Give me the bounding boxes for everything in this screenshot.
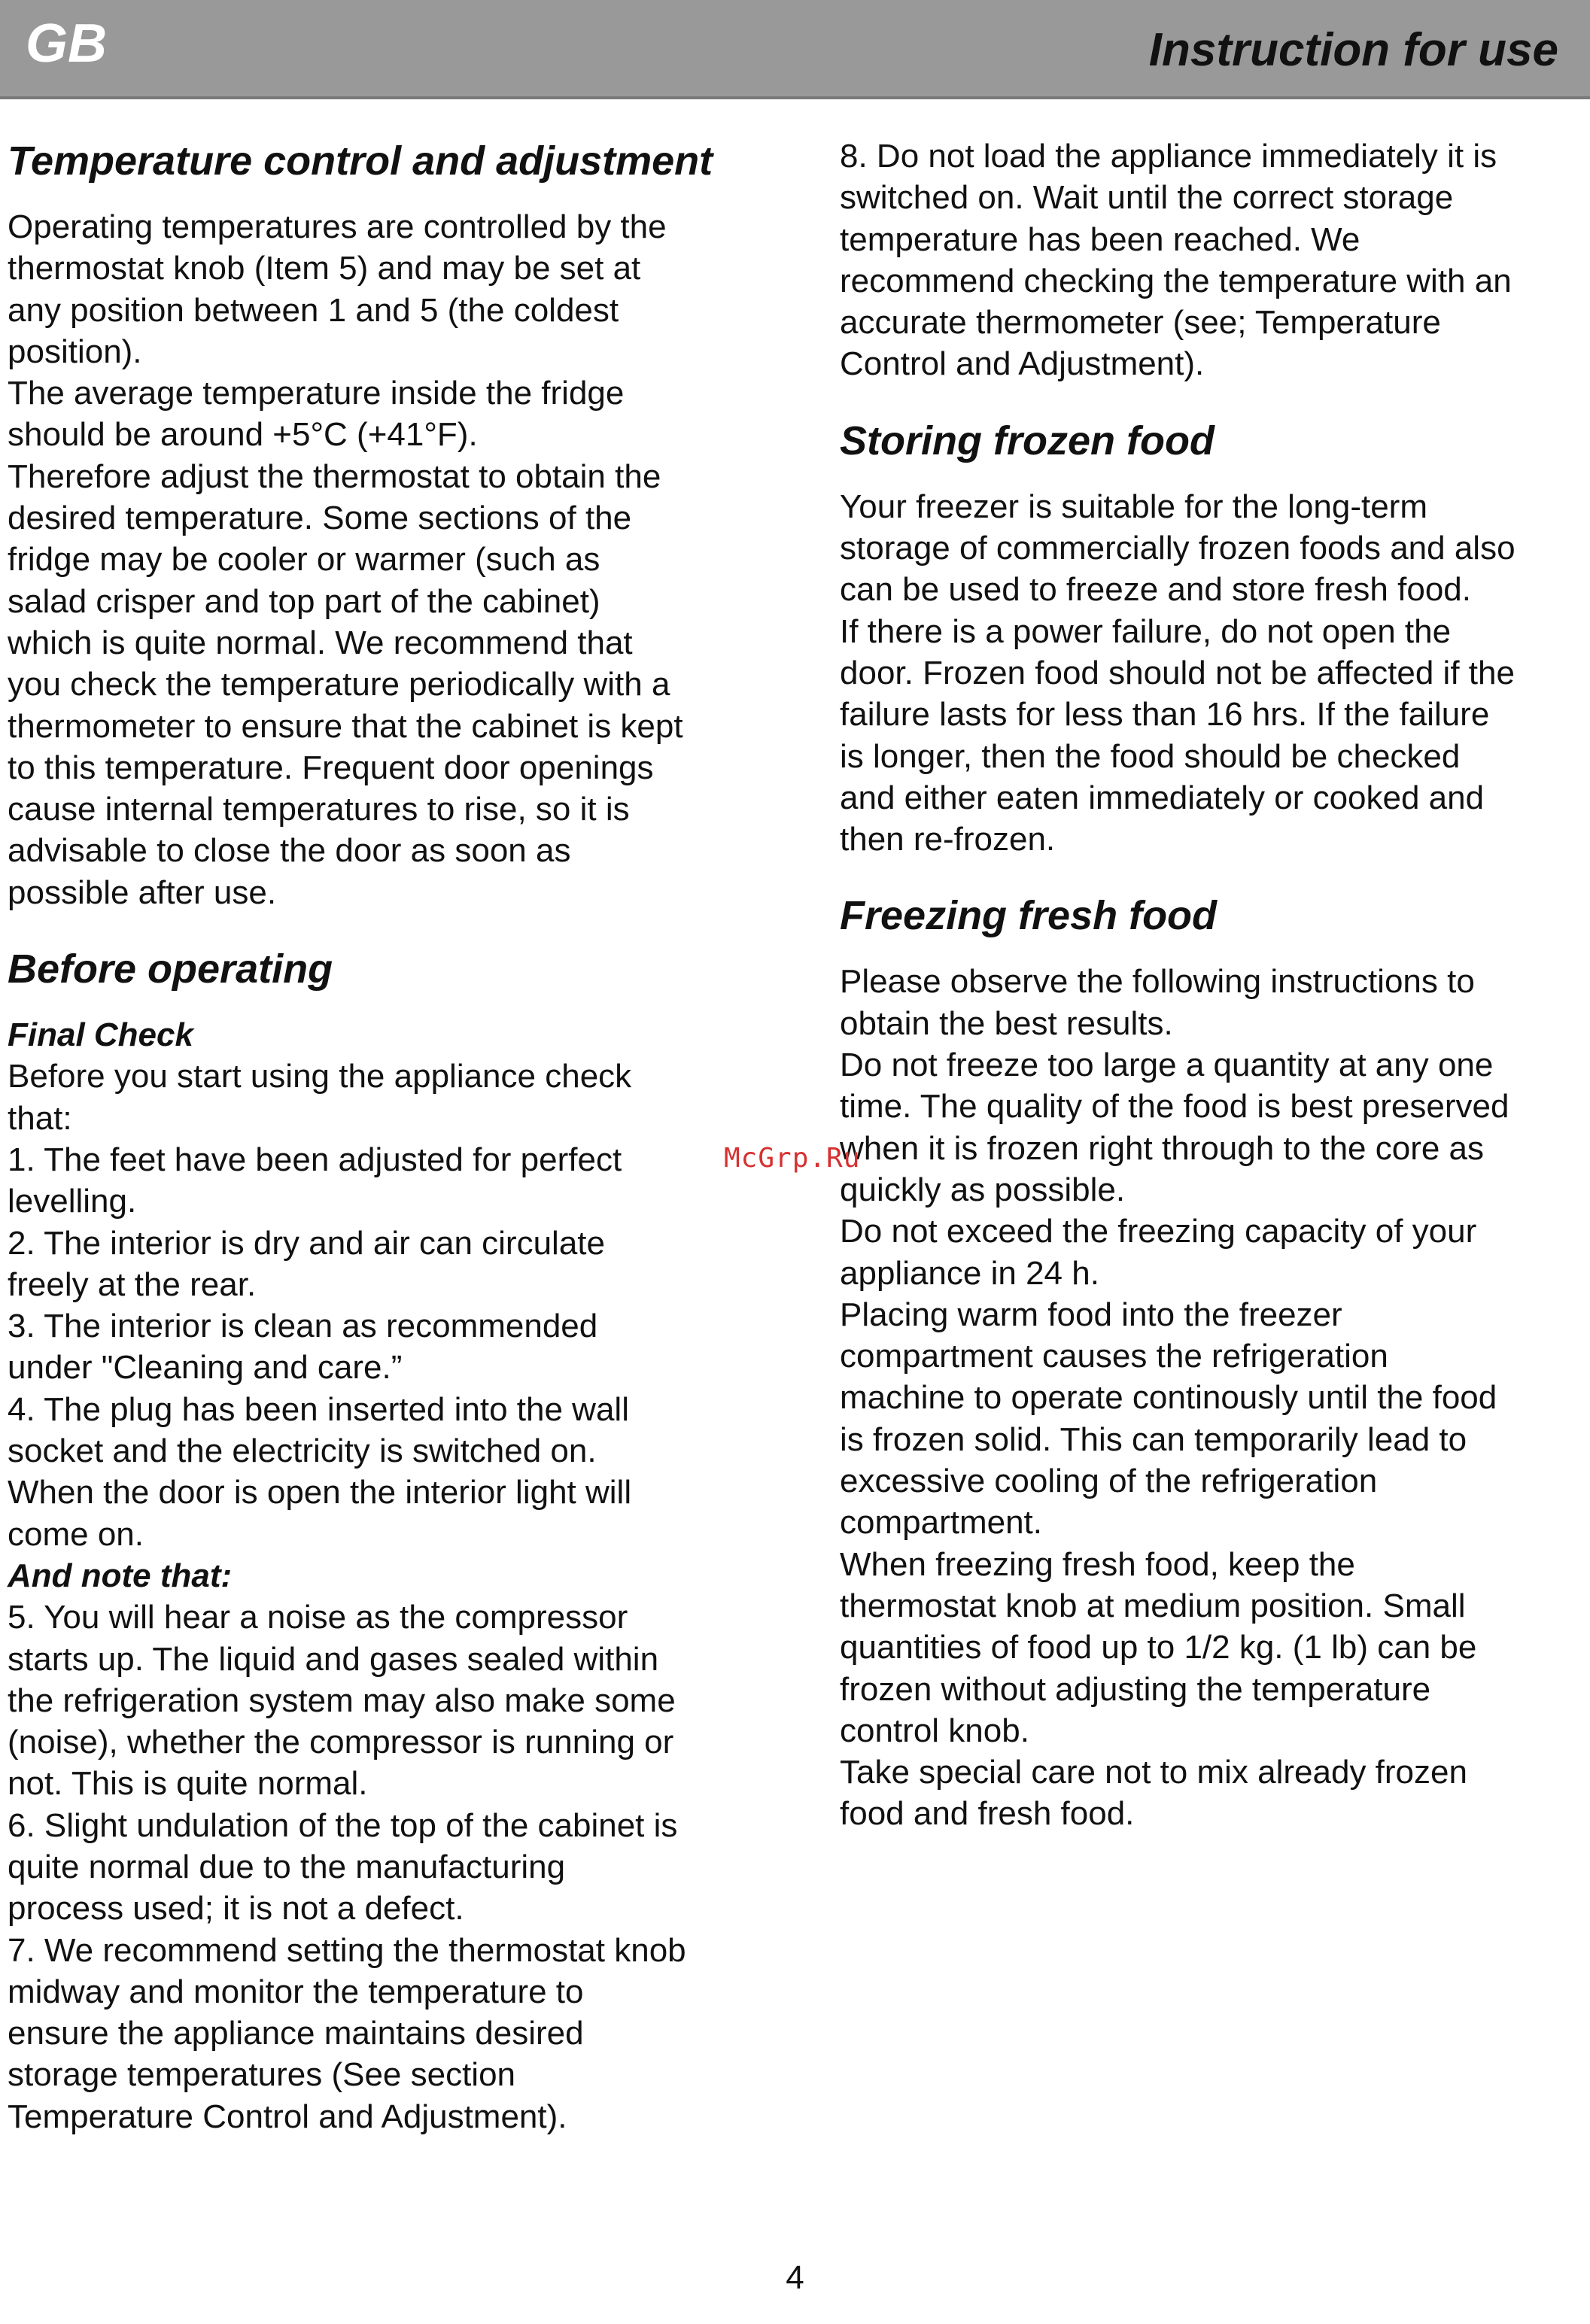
text-line: Your freezer is suitable for the long-term <box>840 488 1427 525</box>
text-line: when it is frozen right through to the core as <box>840 1129 1485 1167</box>
text-line: storage of commercially frozen foods and also <box>840 530 1516 567</box>
text-line: 5. You will hear a noise as the compressor <box>8 1599 628 1636</box>
text-line: quite normal due to the manufacturing <box>8 1848 566 1885</box>
text-line: Temperature Control and Adjustment). <box>8 2098 567 2135</box>
text-line: temperature has been reached. We <box>840 220 1360 258</box>
text-line: Take special care not to mix already frozen <box>840 1754 1467 1791</box>
text-line: failure lasts for less than 16 hrs. If the failure <box>840 696 1490 734</box>
item-8-text <box>840 135 1585 385</box>
text-line: frozen without adjusting the temperature <box>840 1670 1431 1708</box>
text-line: midway and monitor the temperature to <box>8 1973 584 2010</box>
text-line: and either eaten immediately or cooked and <box>840 779 1485 816</box>
storing-frozen-food-text <box>840 486 1585 861</box>
text-line: quantities of food up to 1/2 kg. (1 lb) can be <box>840 1629 1477 1666</box>
text-line: ensure the appliance maintains desired <box>8 2015 584 2052</box>
text-line: thermometer to ensure that the cabinet is kept <box>8 707 683 745</box>
text-line: machine to operate continously until the food <box>840 1379 1497 1417</box>
text-line: thermostat knob at medium position. Small <box>840 1587 1466 1624</box>
text-line: 2. The interior is dry and air can circulate <box>8 1224 605 1262</box>
subheading-and-note-that: And note that: <box>8 1557 233 1594</box>
text-line: the refrigeration system may also make some <box>8 1681 676 1719</box>
text-line: Therefore adjust the thermostat to obtain the <box>8 457 661 495</box>
text-line: The average temperature inside the fridge <box>8 375 625 412</box>
text-line: 4. The plug has been inserted into the wall <box>8 1390 629 1428</box>
text-line: Operating temperatures are controlled by the <box>8 208 667 245</box>
text-line: to this temperature. Frequent door openings <box>8 749 654 786</box>
text-line: should be around +5°C (+41°F). <box>8 416 478 454</box>
section-title-temperature-control: Temperature control and adjustment <box>8 138 713 184</box>
document-title: Instruction for use <box>1148 24 1558 76</box>
text-line: is frozen solid. This can temporarily lead to <box>840 1420 1467 1458</box>
text-line: 7. We recommend setting the thermostat knob <box>8 1931 686 1969</box>
text-line: under "Cleaning and care.” <box>8 1349 403 1387</box>
text-line: door. Frozen food should not be affected if the <box>840 654 1515 691</box>
text-line: excessive cooling of the refrigeration <box>840 1463 1378 1500</box>
text-line: recommend checking the temperature with an <box>840 262 1512 299</box>
text-line: you check the temperature periodically with a <box>8 666 670 703</box>
note-text <box>8 1596 768 2137</box>
text-line: advisable to close the door as soon as <box>8 832 571 870</box>
text-line: which is quite normal. We recommend that <box>8 624 633 661</box>
text-line: freely at the rear. <box>8 1265 257 1303</box>
text-line: Placing warm food into the freezer <box>840 1296 1342 1333</box>
section-title-before-operating: Before operating <box>8 946 333 992</box>
page-number: 4 <box>786 2259 804 2296</box>
text-line: thermostat knob (Item 5) and may be set at <box>8 250 641 287</box>
subheading-final-check: Final Check <box>8 1016 193 1054</box>
text-line: desired temperature. Some sections of the <box>8 500 632 537</box>
text-line: time. The quality of the food is best preserved <box>840 1088 1509 1126</box>
text-line: Do not freeze too large a quantity at any one <box>840 1047 1494 1084</box>
text-line: 8. Do not load the appliance immediately it is <box>840 138 1497 175</box>
text-line: storage temperatures (See section <box>8 2056 516 2094</box>
text-line: possible after use. <box>8 873 277 911</box>
text-line: can be used to freeze and store fresh food. <box>840 571 1471 609</box>
text-line: position). <box>8 333 142 370</box>
text-line: that: <box>8 1099 72 1137</box>
text-line: 3. The interior is clean as recommended <box>8 1308 598 1345</box>
text-line: not. This is quite normal. <box>8 1765 368 1803</box>
text-line: then re-frozen. <box>840 821 1056 858</box>
text-line: socket and the electricity is switched on. <box>8 1432 597 1470</box>
text-line: control knob. <box>840 1712 1029 1749</box>
text-line: fridge may be cooler or warmer (such as <box>8 541 600 579</box>
text-line: levelling. <box>8 1183 137 1220</box>
text-line: food and fresh food. <box>840 1795 1135 1833</box>
text-line: 1. The feet have been adjusted for perfect <box>8 1141 622 1178</box>
right-column <box>840 135 1585 1835</box>
text-line: When freezing fresh food, keep the <box>840 1545 1355 1583</box>
text-line: any position between 1 and 5 (the coldest <box>8 291 619 329</box>
watermark: McGrp.Ru <box>724 1143 861 1174</box>
language-code: GB <box>26 14 107 74</box>
section-title-freezing-fresh-food: Freezing fresh food <box>840 893 1218 939</box>
temperature-control-text <box>8 206 768 913</box>
text-line: If there is a power failure, do not open the <box>840 612 1452 650</box>
text-line: Before you start using the appliance check <box>8 1058 632 1095</box>
freezing-fresh-food-text <box>840 961 1585 1834</box>
text-line: 6. Slight undulation of the top of the cabinet is <box>8 1806 678 1844</box>
text-line: Do not exceed the freezing capacity of your <box>840 1213 1477 1250</box>
text-line: Control and Adjustment). <box>840 345 1205 383</box>
section-title-storing-frozen-food: Storing frozen food <box>840 418 1215 463</box>
text-line: starts up. The liquid and gases sealed within <box>8 1640 659 1678</box>
text-line: Please observe the following instructions to <box>840 963 1475 1001</box>
text-line: compartment causes the refrigeration <box>840 1338 1388 1375</box>
text-line: process used; it is not a defect. <box>8 1890 464 1928</box>
text-line: switched on. Wait until the correct storage <box>840 179 1454 217</box>
final-check-text <box>8 1056 768 1555</box>
text-line: When the door is open the interior light will <box>8 1474 632 1511</box>
text-line: salad crisper and top part of the cabinet) <box>8 582 600 620</box>
text-line: is longer, then the food should be checked <box>840 737 1461 775</box>
text-line: come on. <box>8 1515 144 1553</box>
text-line: accurate thermometer (see; Temperature <box>840 304 1441 342</box>
text-line: compartment. <box>840 1504 1042 1542</box>
text-line: quickly as possible. <box>840 1171 1126 1208</box>
text-line: obtain the best results. <box>840 1004 1173 1042</box>
left-column <box>8 135 768 2137</box>
header-bar <box>0 0 1590 99</box>
text-line: (noise), whether the compressor is running or <box>8 1724 674 1761</box>
text-line: cause internal temperatures to rise, so it is <box>8 791 630 828</box>
text-line: appliance in 24 h. <box>840 1254 1099 1292</box>
